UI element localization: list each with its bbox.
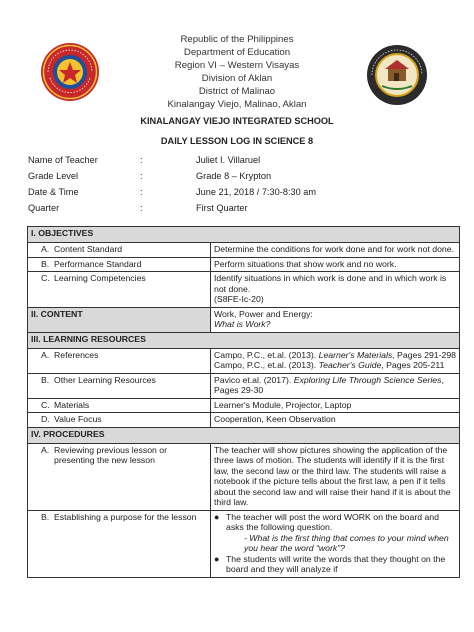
procedure-a-value: The teacher will show pictures showing the application of the three laws of motion. The students will identify if it is the first law, the second law or the third law. The students will raise a notebook if the picture tells about the first law, a pen if it tells about the second law and will raise their hand if it is about the third law. <box>211 443 460 510</box>
section-resources <box>28 332 460 348</box>
bullet-icon: ● <box>214 553 220 564</box>
row-label: A. References <box>28 348 211 373</box>
section-heading: IV. PROCEDURES <box>28 427 460 443</box>
table-row <box>28 257 460 272</box>
row-label: C. Materials <box>28 398 211 413</box>
materials-value: Learner's Module, Projector, Laptop <box>211 398 460 413</box>
info-label-date: Date & Time <box>28 187 79 197</box>
table-row <box>28 413 460 428</box>
info-label-grade: Grade Level <box>28 171 79 181</box>
info-sep: : <box>140 171 143 181</box>
other-resources-value: Pavico et.al. (2017). Exploring Life Through Science Series, Pages 29-30 <box>211 373 460 398</box>
header-district: District of Malinao <box>198 86 276 97</box>
row-label: B. Other Learning Resources <box>28 373 211 398</box>
content-value: Work, Power and Energy: What is Work? <box>211 307 460 332</box>
row-label: A. Reviewing previous lesson or presenting the new lesson <box>28 443 211 510</box>
section-procedures <box>28 427 460 443</box>
table-row <box>28 373 460 398</box>
table-row <box>28 398 460 413</box>
header-region: Region VI – Western Visayas <box>174 60 300 71</box>
references-value: Campo, P.C., et.al. (2013). Learner's Materials, Pages 291-298 Campo, P.C., et.al. (2013). Teacher's Guide, Pages 205-211 <box>211 348 460 373</box>
section-heading: II. CONTENT <box>28 307 211 332</box>
info-value-quarter: First Quarter <box>196 203 248 213</box>
row-label: D. Value Focus <box>28 413 211 428</box>
performance-standard-value: Perform situations that show work and no work. <box>211 257 460 272</box>
list-item: ● The teacher will post the word WORK on the board and asks the following question. <box>214 511 439 532</box>
header-department: Department of Education <box>183 47 291 58</box>
content-standard-value: Determine the conditions for work done and for work not done. <box>211 243 460 258</box>
info-value-date: June 21, 2018 / 7:30-8:30 am <box>196 187 317 197</box>
info-label-teacher: Name of Teacher <box>28 155 98 165</box>
school-name: KINALANGAY VIEJO INTEGRATED SCHOOL <box>140 116 334 126</box>
info-value-grade: Grade 8 – Krypton <box>196 171 272 181</box>
question-text: - What is the first thing that comes to your mind when you hear the word “work”? <box>244 532 449 553</box>
lesson-log-table <box>27 226 460 578</box>
table-row <box>28 243 460 258</box>
header-address: Kinalangay Viejo, Malinao, Aklan <box>167 99 307 110</box>
header-republic: Republic of the Philippines <box>180 34 294 45</box>
competencies-value: Identify situations in which work is done and in which work is not done. (S8FE-Ic-20) <box>211 272 460 308</box>
table-row <box>28 443 460 510</box>
info-sep: : <box>140 187 143 197</box>
info-sep: : <box>140 203 143 213</box>
row-label: B. Establishing a purpose for the lesson <box>28 510 211 577</box>
row-label: C. Learning Competencies <box>28 272 211 308</box>
header-division: Division of Aklan <box>201 73 273 84</box>
table-row <box>28 348 460 373</box>
value-focus-value: Cooperation, Keen Observation <box>211 413 460 428</box>
row-label: B. Performance Standard <box>28 257 211 272</box>
bullet-icon: ● <box>214 511 220 522</box>
competency-code: (S8FE-Ic-20) <box>214 294 264 304</box>
info-value-teacher: Juliet I. Villaruel <box>196 155 261 165</box>
section-content <box>28 307 460 332</box>
procedure-b-value <box>211 510 460 577</box>
table-row <box>28 510 460 577</box>
table-row <box>28 272 460 308</box>
info-label-quarter: Quarter <box>28 203 60 213</box>
info-sep: : <box>140 155 143 165</box>
row-label: A. Content Standard <box>28 243 211 258</box>
section-objectives <box>28 227 460 243</box>
section-heading: I. OBJECTIVES <box>28 227 460 243</box>
list-item: ● The students will write the words that they thought on the board and they will analyze if <box>214 553 446 574</box>
log-title: DAILY LESSON LOG IN SCIENCE 8 <box>160 136 314 146</box>
section-heading: III. LEARNING RESOURCES <box>28 332 460 348</box>
